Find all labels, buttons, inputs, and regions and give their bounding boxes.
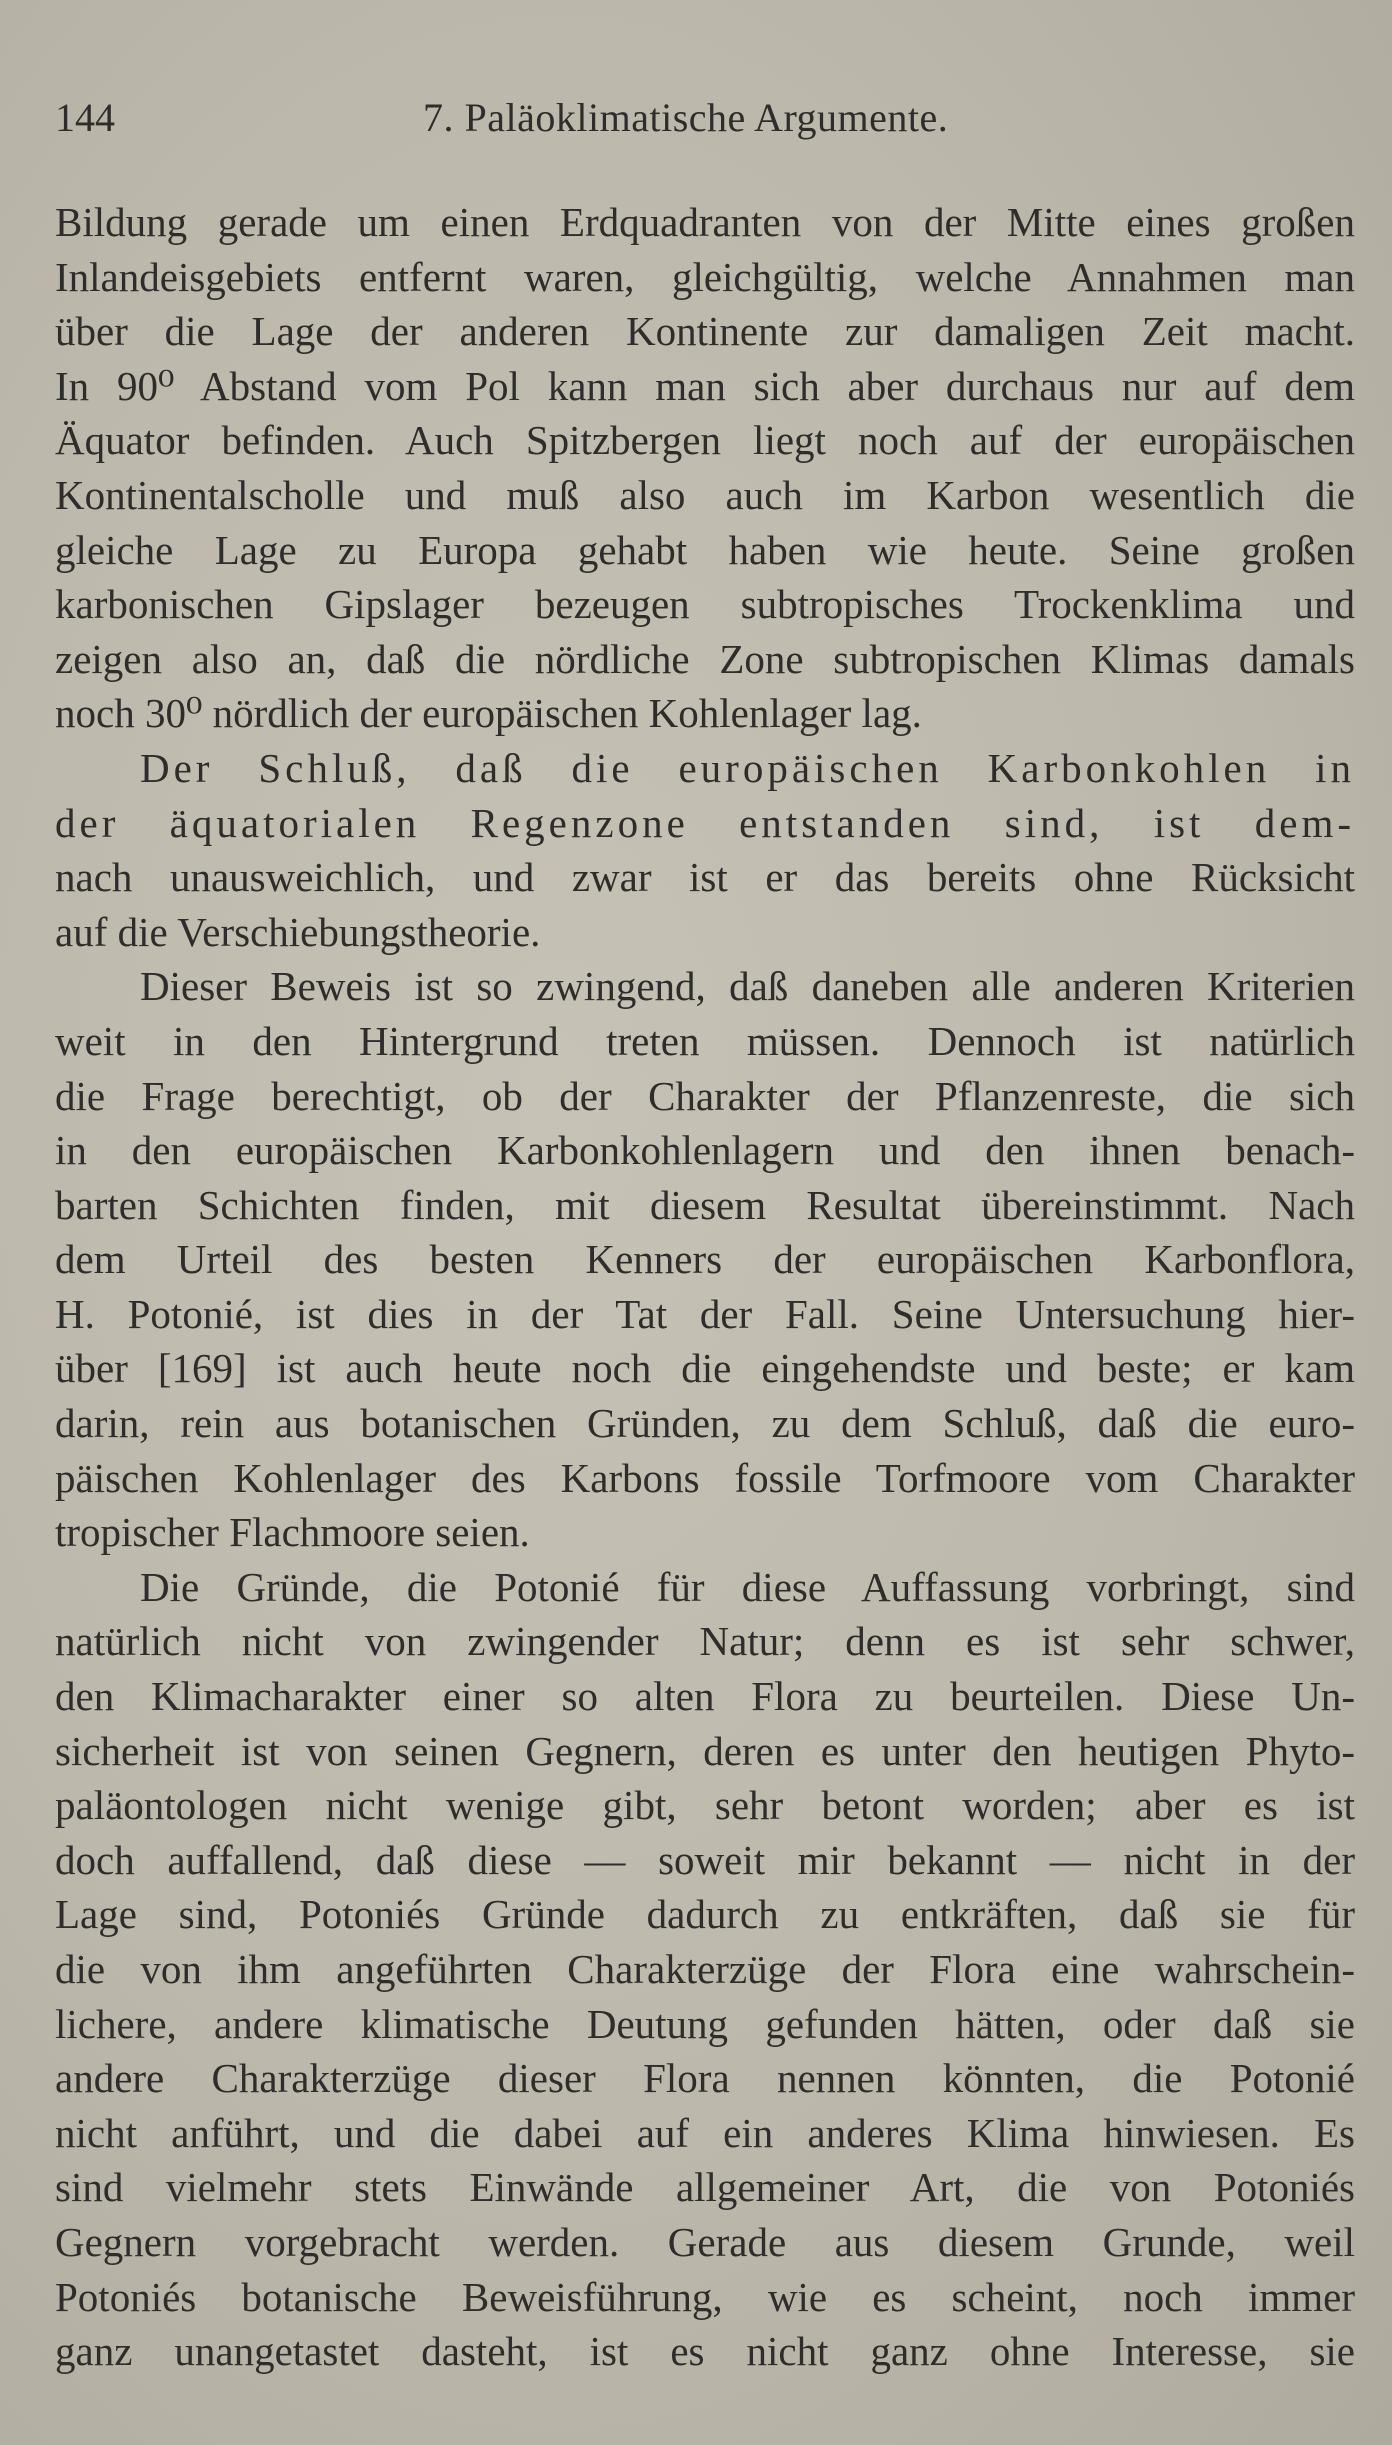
text-line: Die Gründe, die Potonié für diese Auffassung vorbringt, sind [140,1563,1355,1610]
text-line: Der Schluß, daß die europäischen Karbonkohlen in [140,744,1355,791]
paragraph [55,195,1355,741]
text-line: Äquator befinden. Auch Spitzbergen liegt noch auf der europäischen [55,417,1355,464]
page-number: 144 [55,95,115,140]
text-line: tropischer Flachmoore seien. [55,1509,530,1556]
text-line: paläontologen nicht wenige gibt, sehr betont worden; aber es ist [55,1782,1355,1829]
text-line: noch 30⁰ nördlich der europäischen Kohlenlager lag. [55,690,922,737]
text-line: Kontinentalscholle und muß also auch im Karbon wesentlich die [55,471,1355,518]
text-line: Gegnern vorgebracht werden. Gerade aus diesem Grunde, weil [55,2218,1355,2265]
body-text [55,195,1355,2379]
text-line: den Klimacharakter einer so alten Flora zu beurteilen. Diese Un- [55,1673,1355,1720]
text-line: zeigen also an, daß die nördliche Zone subtropischen Klimas damals [55,635,1355,682]
text-line: karbonischen Gipslager bezeugen subtropisches Trockenklima und [55,581,1355,628]
text-line: sind vielmehr stets Einwände allgemeiner Art, die von Potoniés [55,2164,1355,2211]
text-line: ganz unangetastet dasteht, ist es nicht ganz ohne Interesse, sie [55,2328,1355,2375]
text-line: sicherheit ist von seinen Gegnern, deren es unter den heutigen Phyto- [55,1727,1355,1774]
running-title: 7. Paläoklimatische Argumente. [423,95,949,140]
text-line: andere Charakterzüge dieser Flora nennen könnten, die Potonié [55,2055,1355,2102]
paragraph [55,959,1355,1560]
text-line: die von ihm angeführten Charakterzüge der Flora eine wahrschein- [55,1946,1355,1992]
page-header [55,88,1345,148]
text-line: dem Urteil des besten Kenners der europäischen Karbonflora, [55,1236,1355,1283]
text-line: In 90⁰ Abstand vom Pol kann man sich aber durchaus nur auf dem [55,362,1355,409]
paragraph [55,1560,1355,2379]
text-line: doch auffallend, daß diese — soweit mir bekannt — nicht in der [55,1836,1355,1883]
text-line: natürlich nicht von zwingender Natur; denn es ist sehr schwer, [55,1618,1355,1665]
text-line: der äquatorialen Regenzone entstanden sind, ist dem- [55,799,1355,846]
text-line: die Frage berechtigt, ob der Charakter der Pflanzenreste, die sich [55,1072,1355,1119]
paragraph [55,741,1355,959]
text-line: Inlandeisgebiets entfernt waren, gleichgültig, welche Annahmen man [55,253,1355,300]
text-line: nicht anführt, und die dabei auf ein anderes Klima hinwiesen. Es [55,2109,1355,2156]
text-line: weit in den Hintergrund treten müssen. Dennoch ist natürlich [55,1017,1355,1064]
text-line: päischen Kohlenlager des Karbons fossile Torfmoore vom Charakter [55,1454,1355,1501]
text-line: gleiche Lage zu Europa gehabt haben wie heute. Seine großen [55,526,1355,573]
text-line: lichere, andere klimatische Deutung gefunden hätten, oder daß sie [55,2000,1355,2047]
text-line: in den europäischen Karbonkohlenlagern und den ihnen benach- [55,1127,1355,1174]
text-line: H. Potonié, ist dies in der Tat der Fall. Seine Untersuchung hier- [55,1290,1355,1337]
text-line: darin, rein aus botanischen Gründen, zu dem Schluß, daß die euro- [55,1400,1355,1447]
text-line: auf die Verschiebungstheorie. [55,908,541,955]
text-line: Dieser Beweis ist so zwingend, daß daneben alle anderen Kriterien [140,963,1355,1010]
text-line: Lage sind, Potoniés Gründe dadurch zu entkräften, daß sie für [55,1891,1355,1938]
text-line: über die Lage der anderen Kontinente zur damaligen Zeit macht. [55,308,1355,355]
text-line: nach unausweichlich, und zwar ist er das bereits ohne Rücksicht [55,854,1355,901]
text-line: Bildung gerade um einen Erdquadranten von der Mitte eines großen [55,199,1355,245]
text-line: über [169] ist auch heute noch die eingehendste und beste; er kam [55,1345,1355,1392]
text-line: Potoniés botanische Beweisführung, wie es scheint, noch immer [55,2273,1355,2320]
text-line: barten Schichten finden, mit diesem Resultat übereinstimmt. Nach [55,1181,1355,1228]
